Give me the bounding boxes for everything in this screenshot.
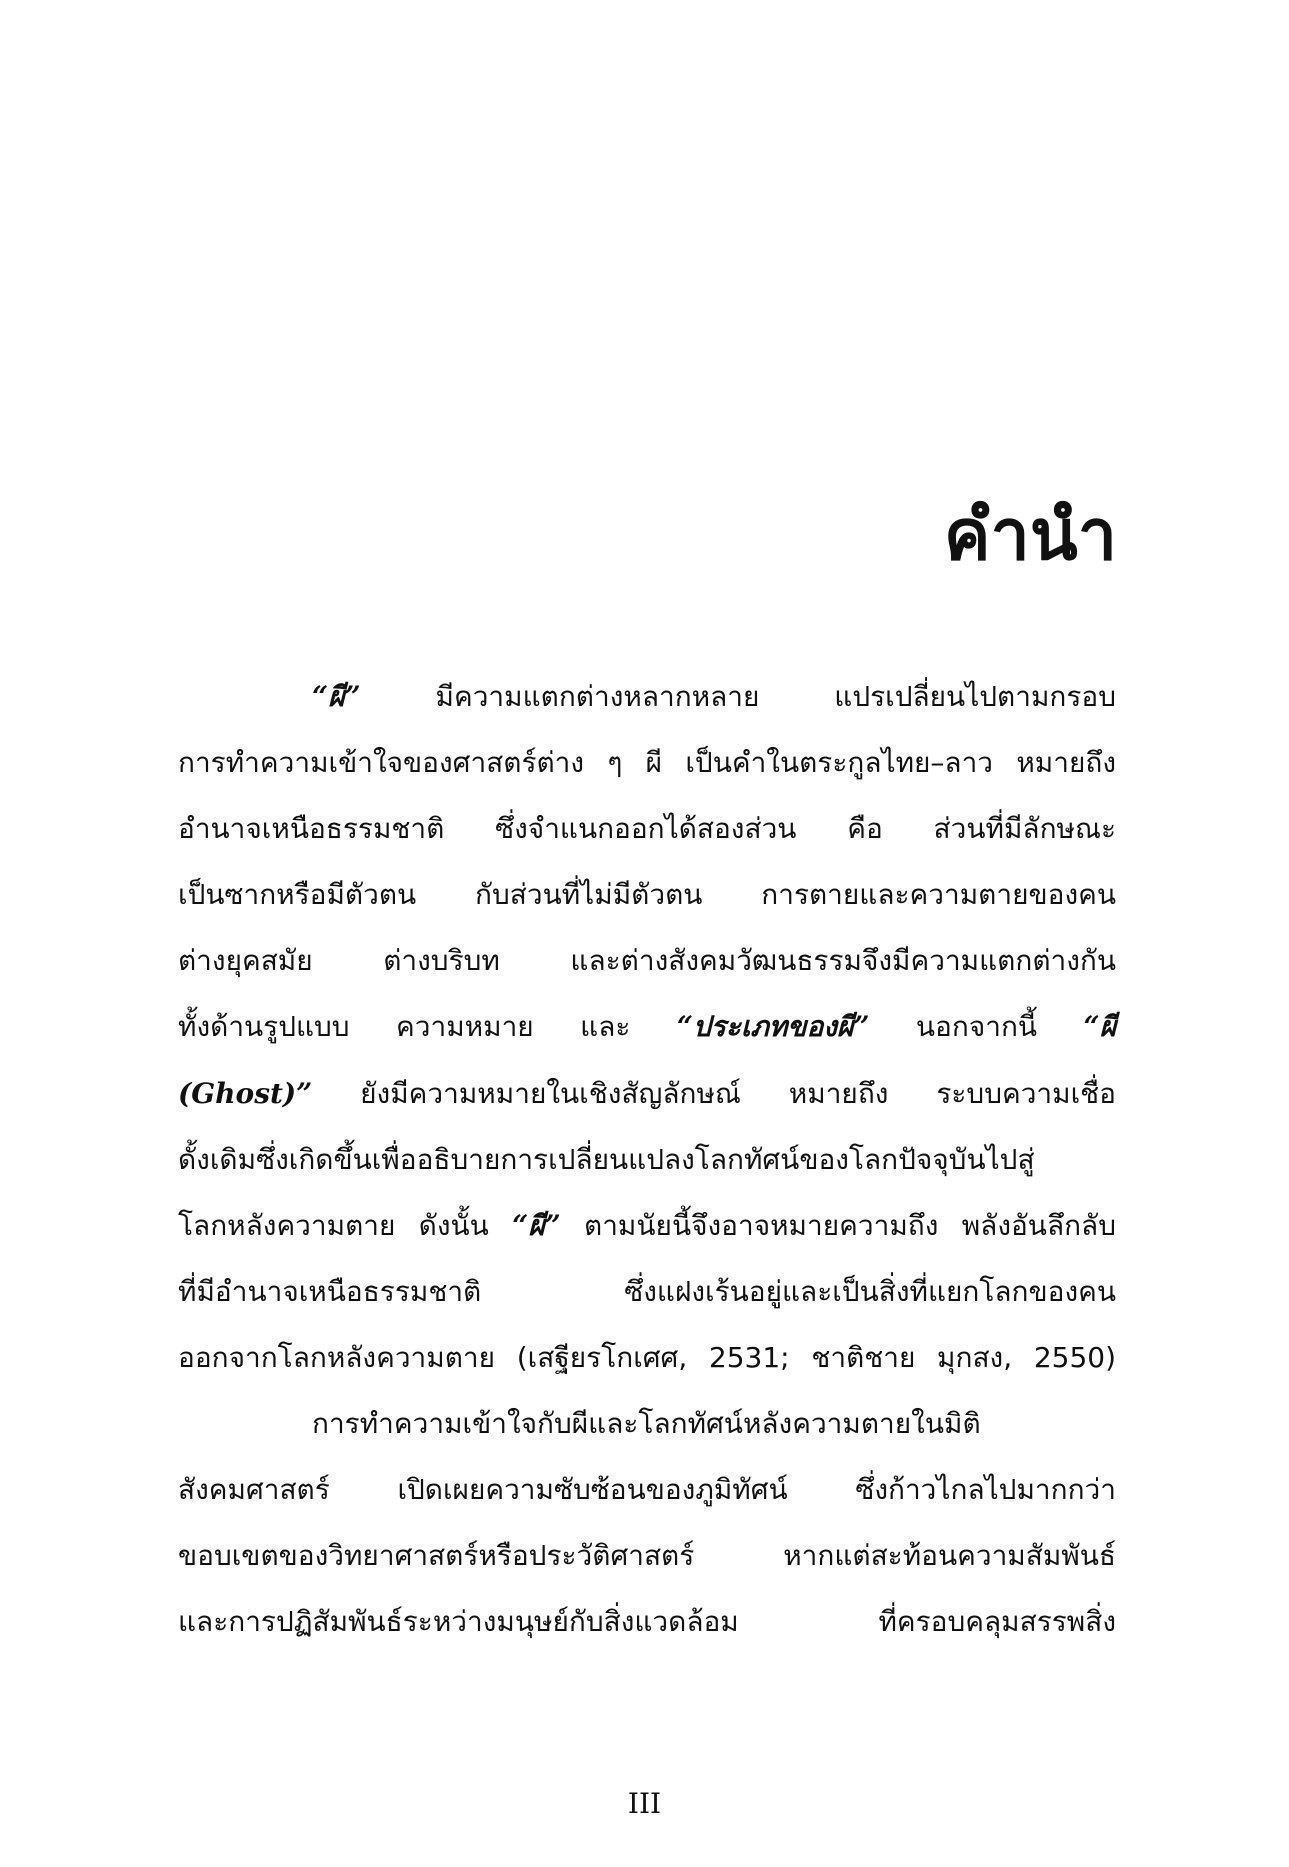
text-line-10: ที่มีอำนาจเหนือธรรมชาติ ซึ่งแฝงเร้นอยู่และเป็นสิ่งที่แยกโลกของคน xyxy=(178,1274,1116,1308)
text-line-12: การทำความเข้าใจกับผีและโลกทัศน์หลังความตายในมิติ xyxy=(312,1407,981,1441)
text-line-13: สังคมศาสตร์ เปิดเผยความซับซ้อนของภูมิทัศน์ ซึ่งก้าวไกลไปมากกว่า xyxy=(178,1473,1116,1507)
text-line-6: ทั้งด้านรูปแบบ ความหมาย และ “ประเภทของผี” นอกจากนี้ “ผี xyxy=(178,1010,1117,1044)
text-line-2: การทำความเข้าใจของศาสตร์ต่าง ๆ ผี เป็นคำในตระกูลไทย–ลาว หมายถึง xyxy=(178,746,1116,780)
emphasis-ghost-open: “ผี xyxy=(1083,1010,1117,1044)
text-line-11: ออกจากโลกหลังความตาย (เสฐียรโกเศศ, 2531; ชาติชาย มุกสง, 2550) xyxy=(178,1340,1116,1374)
text-line-4: เป็นซากหรือมีตัวตน กับส่วนที่ไม่มีตัวตน การตายและความตายของคน xyxy=(178,878,1116,912)
emphasis-ghost-english: (Ghost)” xyxy=(178,1076,313,1110)
text-line-5: ต่างยุคสมัย ต่างบริบท และต่างสังคมวัฒนธรรมจึงมีความแตกต่างกัน xyxy=(178,944,1116,978)
text-line-3: อำนาจเหนือธรรมชาติ ซึ่งจำแนกออกได้สองส่วน คือ ส่วนที่มีลักษณะ xyxy=(178,812,1116,846)
text-line-9: โลกหลังความตาย ดังนั้น “ผี” ตามนัยนี้จึงอาจหมายความถึง พลังอันลึกลับ xyxy=(178,1208,1116,1242)
text-line-7: (Ghost)” ยังมีความหมายในเชิงสัญลักษณ์ หมายถึง ระบบความเชื่อ xyxy=(178,1076,1116,1110)
body-text xyxy=(178,664,1116,1655)
page-number: III xyxy=(627,1787,662,1820)
text-line-8: ดั้งเดิมซึ่งเกิดขึ้นเพื่ออธิบายการเปลี่ยนแปลงโลกทัศน์ของโลกปัจจุบันไปสู่ xyxy=(178,1142,1035,1176)
page-title: คำนำ xyxy=(943,493,1117,576)
emphasis-ghost: “ผี” xyxy=(512,1208,561,1242)
emphasis-ghost-types: “ประเภทของผี” xyxy=(676,1010,870,1044)
text-line-15: และการปฏิสัมพันธ์ระหว่างมนุษย์กับสิ่งแวดล้อม ที่ครอบคลุมสรรพสิ่ง xyxy=(178,1605,1116,1639)
emphasis-ghost: “ผี” xyxy=(312,680,361,713)
text-line-14: ขอบเขตของวิทยาศาสตร์หรือประวัติศาสตร์ หากแต่สะท้อนความสัมพันธ์ xyxy=(178,1539,1116,1573)
text-line-1: “ผี” มีความแตกต่างหลากหลาย แปรเปลี่ยนไปตามกรอบ xyxy=(312,680,1116,713)
